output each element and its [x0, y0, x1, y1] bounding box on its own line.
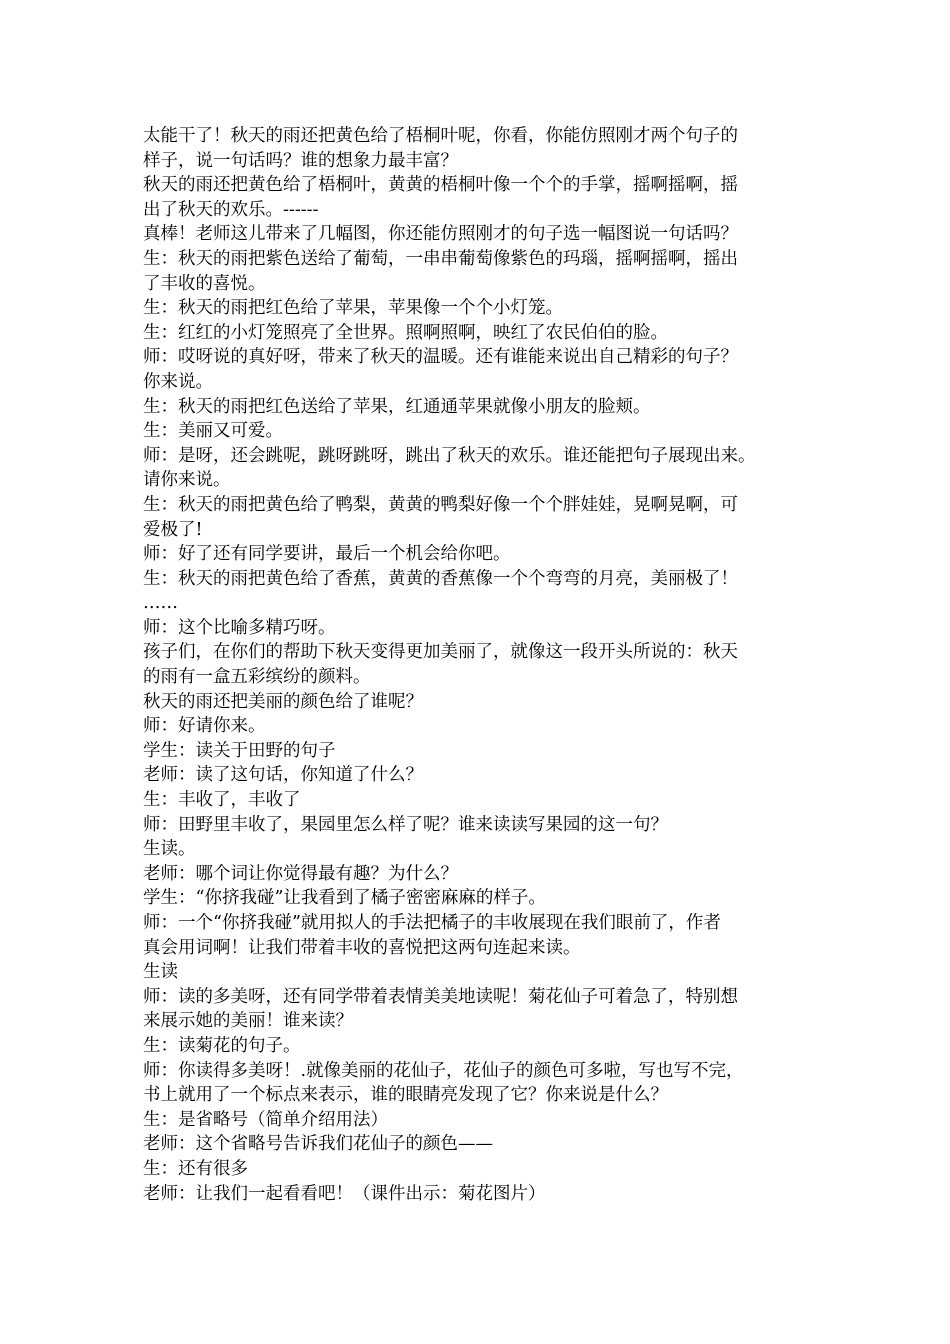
text-line: 生：秋天的雨把红色给了苹果，苹果像一个个小灯笼。 [143, 298, 563, 319]
text-line: 出了秋天的欢乐。------ [143, 199, 319, 220]
document-page [143, 124, 823, 1206]
text-line: 真会用词啊！让我们带着丰收的喜悦把这两句连起来读。 [143, 937, 581, 958]
text-line: 老师：这个省略号告诉我们花仙子的颜色—— [143, 1134, 493, 1155]
text-line: 来展示她的美丽！谁来读？ [143, 1011, 353, 1032]
text-line: 生：秋天的雨把黄色给了鸭梨，黄黄的鸭梨好像一个个胖娃娃，晃啊晃啊，可 [143, 494, 738, 515]
text-line: 老师：读了这句话，你知道了什么？ [143, 765, 423, 786]
text-line: 师：好了还有同学要讲，最后一个机会给你吧。 [143, 544, 511, 565]
text-line: 生读。 [143, 839, 196, 860]
text-line: 的雨有一盒五彩缤纷的颜料。 [143, 667, 371, 688]
text-line: 太能干了！秋天的雨还把黄色给了梧桐叶呢，你看，你能仿照刚才两个句子的 [143, 126, 738, 146]
text-line: 你来说。 [143, 371, 213, 392]
text-line: 爱极了! [143, 519, 203, 540]
text-line: 师：读的多美呀，还有同学带着表情美美地读呢！菊花仙子可着急了，特别想 [143, 986, 738, 1007]
text-line: 生：是省略号（简单介绍用法） [143, 1109, 388, 1130]
text-line: 生：秋天的雨把红色送给了苹果，红通通苹果就像小朋友的脸颊。 [143, 396, 651, 417]
text-line: 秋天的雨还把美丽的颜色给了谁呢？ [143, 691, 423, 712]
text-line: 师：好请你来。 [143, 716, 266, 737]
text-line: 学生：“你挤我碰”让我看到了橘子密密麻麻的样子。 [143, 888, 546, 909]
text-line: 生：秋天的雨把黄色给了香蕉，黄黄的香蕉像一个个弯弯的月亮，美丽极了！ [143, 568, 738, 589]
text-line: …… [143, 593, 178, 614]
text-line: 生：美丽又可爱。 [143, 421, 283, 442]
text-line: 老师：哪个词让你觉得最有趣？为什么？ [143, 863, 458, 884]
text-line: 生：红红的小灯笼照亮了全世界。照啊照啊，映红了农民伯伯的脸。 [143, 322, 668, 343]
text-line: 书上就用了一个标点来表示，谁的眼睛亮发现了它？你来说是什么？ [143, 1085, 668, 1106]
text-line: 样子，说一句话吗？谁的想象力最丰富？ [143, 150, 458, 171]
text-line: 学生：读关于田野的句子 [143, 740, 336, 761]
text-line: 老师：让我们一起看看吧！（课件出示：菊花图片） [143, 1183, 546, 1204]
text-line: 师：你读得多美呀！.就像美丽的花仙子，花仙子的颜色可多啦，写也写不完， [143, 1060, 744, 1081]
text-line: 师：田野里丰收了，果园里怎么样了呢？谁来读读写果园的这一句？ [143, 814, 668, 835]
text-line: 师：一个“你挤我碰”就用拟人的手法把橘子的丰收展现在我们眼前了，作者 [143, 913, 721, 933]
text-line: 生读 [143, 962, 178, 983]
text-line: 了丰收的喜悦。 [143, 273, 266, 294]
text-line: 师：哎呀说的真好呀，带来了秋天的温暖。还有谁能来说出自己精彩的句子？ [143, 347, 738, 368]
text-line: 孩子们，在你们的帮助下秋天变得更加美丽了，就像这一段开头所说的：秋天 [143, 642, 738, 663]
text-line: 师：这个比喻多精巧呀。 [143, 617, 336, 638]
text-line: 生：读菊花的句子。 [143, 1035, 301, 1056]
text-line: 生：秋天的雨把紫色送给了葡萄，一串串葡萄像紫色的玛瑙，摇啊摇啊，摇出 [143, 248, 738, 269]
text-line: 生：还有很多 [143, 1158, 248, 1179]
text-line: 师：是呀，还会跳呢，跳呀跳呀，跳出了秋天的欢乐。谁还能把句子展现出来。 [143, 445, 756, 466]
text-line: 生：丰收了，丰收了 [143, 790, 301, 811]
text-line: 请你来说。 [143, 470, 231, 491]
text-line: 秋天的雨还把黄色给了梧桐叶，黄黄的梧桐叶像一个个的手掌，摇啊摇啊，摇 [143, 175, 738, 196]
text-line: 真棒！老师这儿带来了几幅图，你还能仿照刚才的句子选一幅图说一句话吗？ [143, 224, 738, 245]
